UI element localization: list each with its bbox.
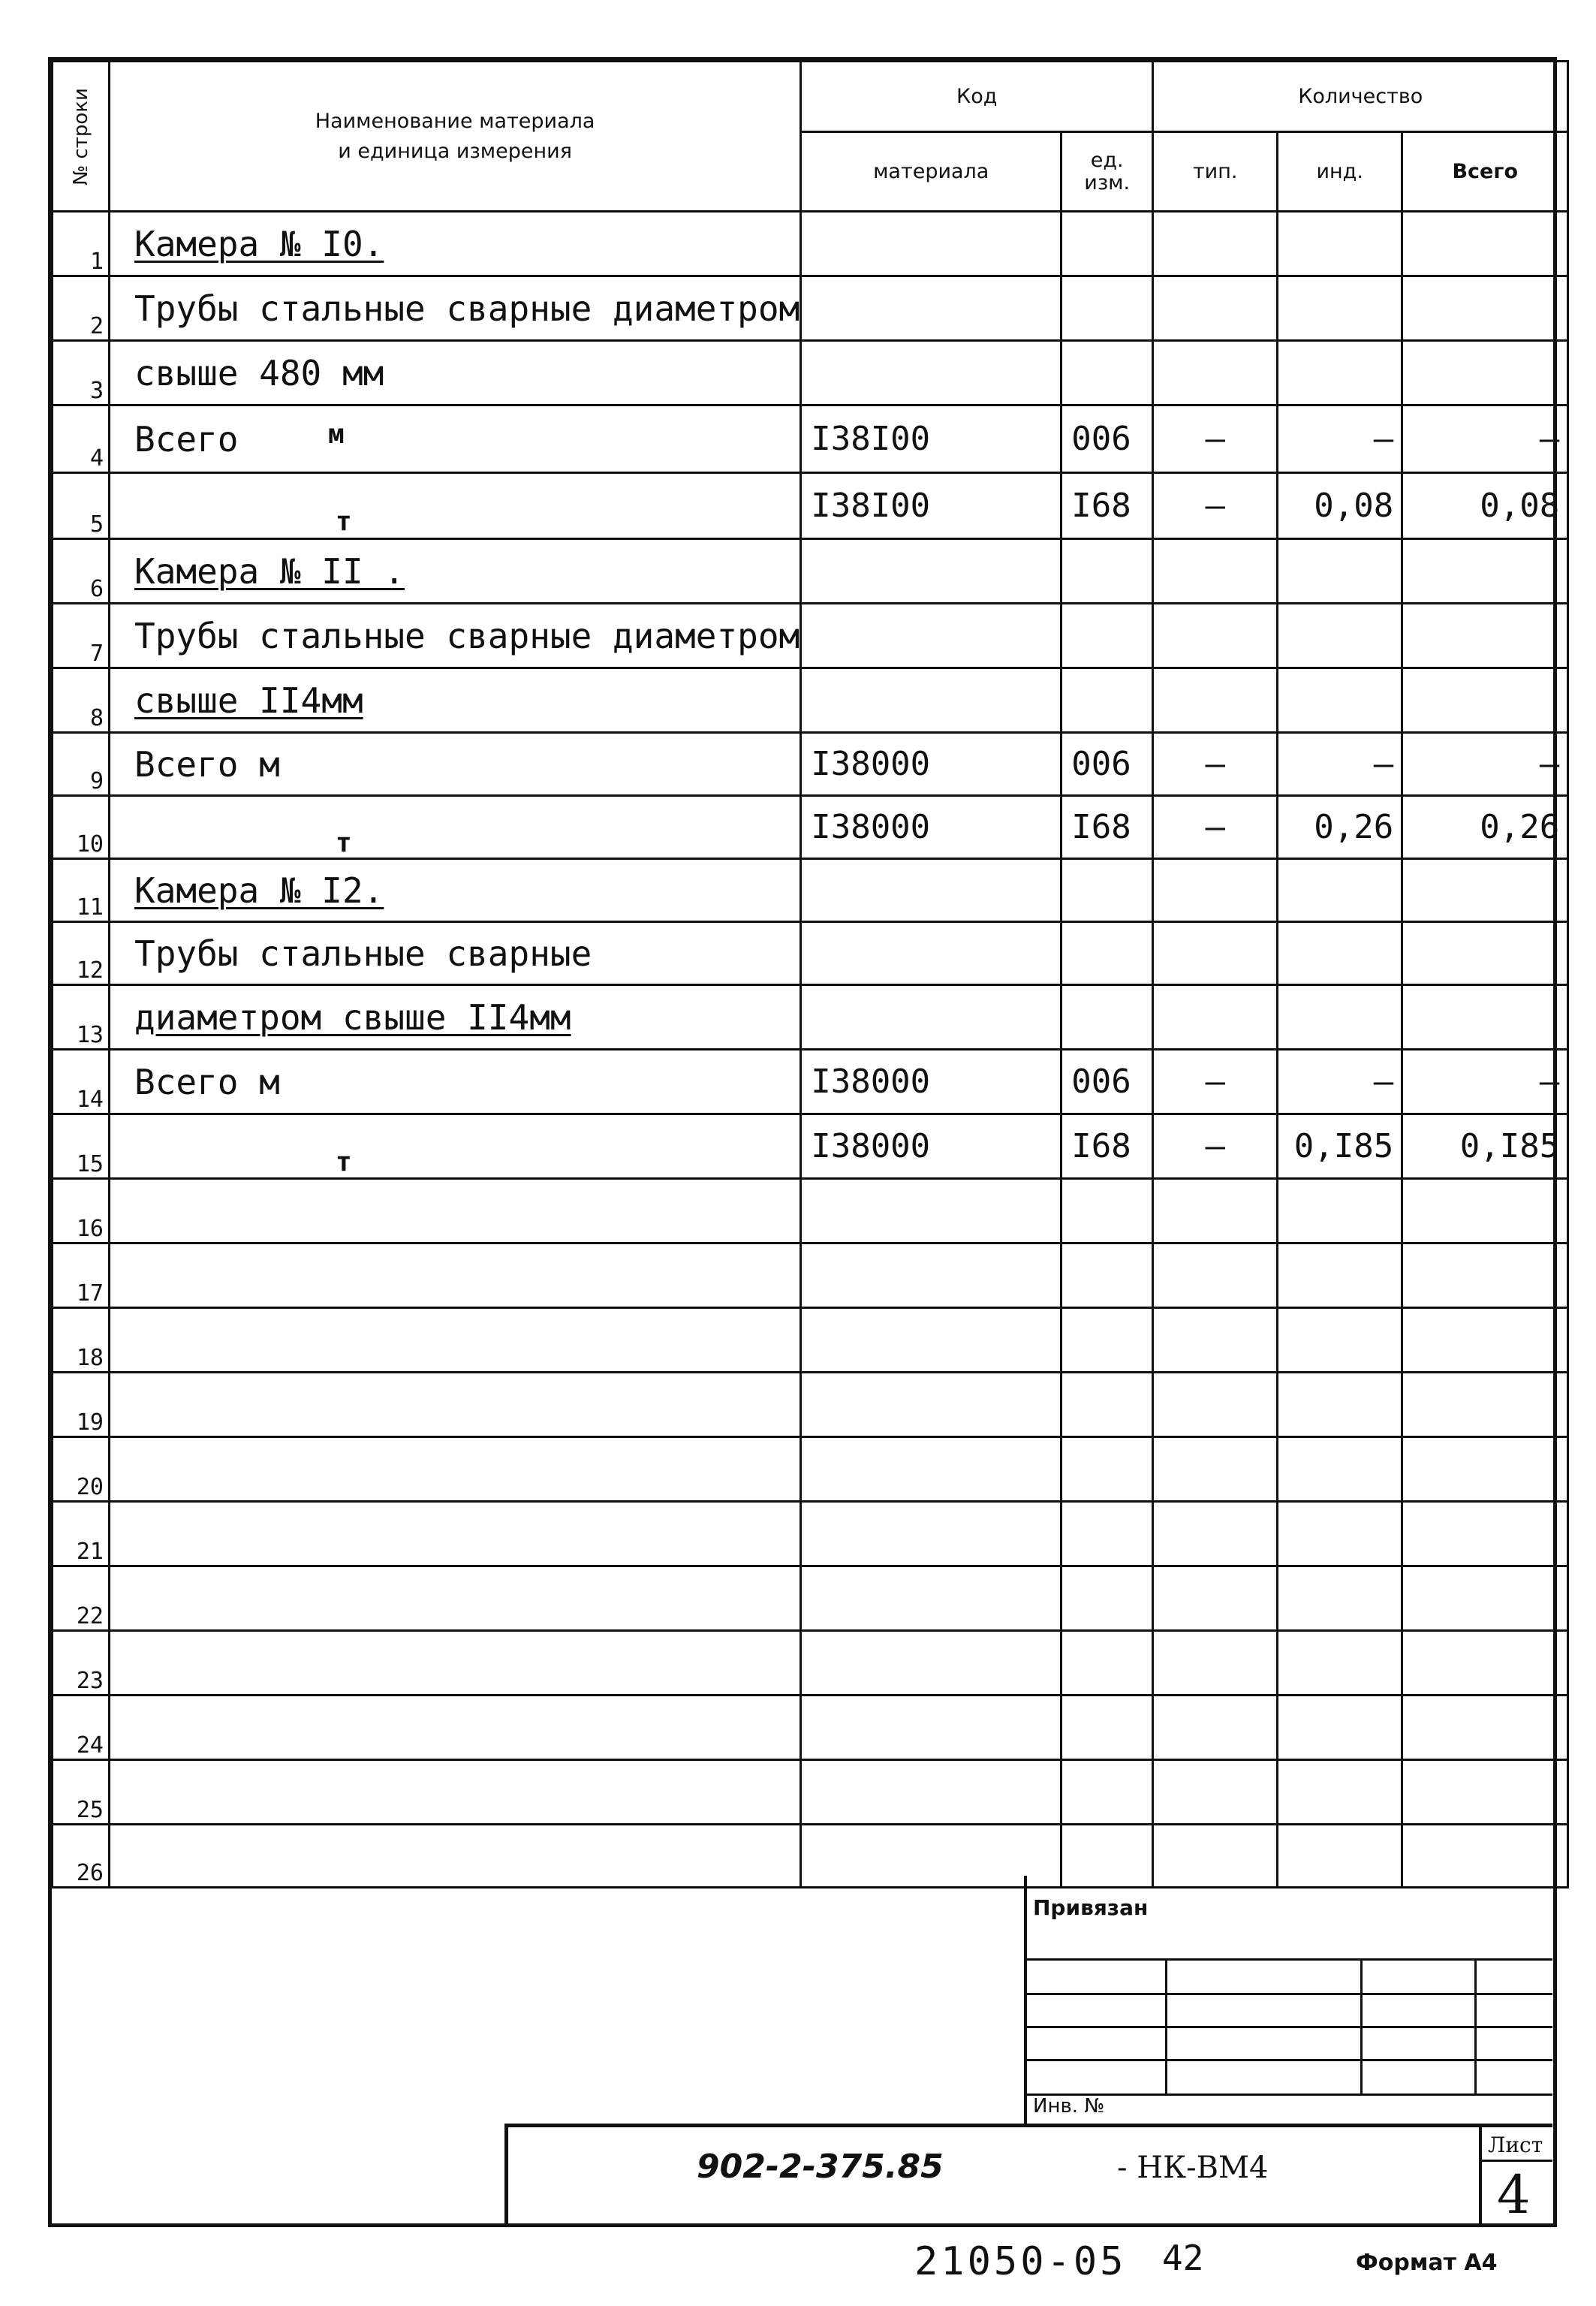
qty-individual	[1278, 1760, 1402, 1825]
table-row	[53, 1050, 1568, 1114]
table-row	[53, 733, 1568, 796]
material-code	[801, 1179, 1061, 1243]
material-name	[110, 604, 801, 668]
material-name-text: Всего м	[134, 743, 280, 785]
material-code: I38000	[801, 1050, 1061, 1114]
qty-individual	[1278, 1308, 1402, 1373]
qty-total	[1402, 341, 1568, 405]
header-material-code: материала	[801, 132, 1061, 212]
table-row	[53, 1308, 1568, 1373]
row-number: 18	[53, 1308, 110, 1373]
row-number: 19	[53, 1373, 110, 1437]
material-name	[110, 1760, 801, 1825]
material-name-text: Камера № I0.	[134, 223, 384, 264]
material-code	[801, 985, 1061, 1050]
material-spec-table	[51, 60, 1569, 1889]
header-total: Всего	[1402, 132, 1568, 212]
table-row	[53, 539, 1568, 604]
qty-total	[1402, 604, 1568, 668]
table-row	[53, 1243, 1568, 1308]
header-row-number: № строки	[53, 62, 110, 212]
qty-total	[1402, 922, 1568, 985]
material-code	[801, 1502, 1061, 1566]
qty-individual	[1278, 859, 1402, 922]
material-name	[110, 1437, 801, 1502]
qty-typical: –	[1153, 1050, 1278, 1114]
material-name	[110, 668, 801, 733]
page-number: 42	[1162, 2238, 1204, 2278]
material-code	[801, 1437, 1061, 1502]
unit-code	[1061, 539, 1153, 604]
qty-individual	[1278, 212, 1402, 276]
material-name-text: Всего	[134, 418, 239, 460]
material-code	[801, 922, 1061, 985]
qty-total: 0,08	[1402, 473, 1568, 539]
material-name	[110, 1696, 801, 1760]
row-number: 17	[53, 1243, 110, 1308]
qty-individual	[1278, 922, 1402, 985]
row-number: 9	[53, 733, 110, 796]
table-row	[53, 473, 1568, 539]
qty-typical	[1153, 859, 1278, 922]
qty-total	[1402, 1696, 1568, 1760]
qty-individual	[1278, 1631, 1402, 1696]
qty-total	[1402, 985, 1568, 1050]
material-code	[801, 668, 1061, 733]
qty-total	[1402, 1502, 1568, 1566]
material-code: I38000	[801, 733, 1061, 796]
unit-code	[1061, 1179, 1153, 1243]
material-code	[801, 1566, 1061, 1631]
table-row	[53, 922, 1568, 985]
material-name	[110, 212, 801, 276]
material-name	[110, 1179, 801, 1243]
row-number: 16	[53, 1179, 110, 1243]
unit-code: 006	[1061, 405, 1153, 473]
unit-code	[1061, 1502, 1153, 1566]
material-name	[110, 859, 801, 922]
qty-typical	[1153, 276, 1278, 341]
table-row	[53, 341, 1568, 405]
qty-typical	[1153, 341, 1278, 405]
material-name	[110, 1308, 801, 1373]
material-name	[110, 922, 801, 985]
unit-code: I68	[1061, 796, 1153, 859]
qty-typical	[1153, 1696, 1278, 1760]
material-unit-text: т	[336, 827, 352, 858]
qty-individual	[1278, 1243, 1402, 1308]
material-code	[801, 1308, 1061, 1373]
material-code	[801, 859, 1061, 922]
material-name-text: свыше 480 мм	[134, 352, 384, 393]
row-number: 26	[53, 1825, 110, 1888]
material-code	[801, 341, 1061, 405]
row-number: 7	[53, 604, 110, 668]
unit-code	[1061, 276, 1153, 341]
qty-individual: 0,26	[1278, 796, 1402, 859]
table-row	[53, 1502, 1568, 1566]
table-row	[53, 1114, 1568, 1179]
row-number: 10	[53, 796, 110, 859]
unit-code	[1061, 1308, 1153, 1373]
qty-total	[1402, 1179, 1568, 1243]
material-code: I38000	[801, 1114, 1061, 1179]
material-name-text: Трубы стальные сварные диаметром	[134, 288, 800, 329]
qty-typical	[1153, 1437, 1278, 1502]
qty-typical	[1153, 985, 1278, 1050]
table-row	[53, 796, 1568, 859]
qty-typical	[1153, 922, 1278, 985]
material-name-text: Трубы стальные сварные	[134, 933, 592, 974]
material-name	[110, 1114, 801, 1179]
qty-individual	[1278, 1437, 1402, 1502]
material-name	[110, 539, 801, 604]
material-code: I38I00	[801, 473, 1061, 539]
row-number: 6	[53, 539, 110, 604]
table-row	[53, 1760, 1568, 1825]
table-row	[53, 1179, 1568, 1243]
qty-total	[1402, 668, 1568, 733]
row-number: 12	[53, 922, 110, 985]
qty-individual: 0,I85	[1278, 1114, 1402, 1179]
qty-individual: 0,08	[1278, 473, 1402, 539]
material-name-text: Камера № I2.	[134, 870, 384, 911]
unit-code: I68	[1061, 1114, 1153, 1179]
qty-total: –	[1402, 405, 1568, 473]
material-code	[801, 1760, 1061, 1825]
unit-code	[1061, 668, 1153, 733]
qty-total	[1402, 1566, 1568, 1631]
qty-individual: –	[1278, 405, 1402, 473]
material-name	[110, 276, 801, 341]
qty-typical	[1153, 1308, 1278, 1373]
row-number: 15	[53, 1114, 110, 1179]
unit-code	[1061, 604, 1153, 668]
material-code	[801, 212, 1061, 276]
unit-code	[1061, 859, 1153, 922]
qty-total: –	[1402, 1050, 1568, 1114]
material-unit-text: т	[336, 1146, 352, 1177]
qty-typical	[1153, 1566, 1278, 1631]
material-name	[110, 1631, 801, 1696]
document-suffix: - НК-ВМ4	[1117, 2151, 1269, 2185]
material-unit-text: т	[336, 505, 352, 537]
qty-typical	[1153, 604, 1278, 668]
qty-typical	[1153, 212, 1278, 276]
qty-total	[1402, 859, 1568, 922]
qty-individual	[1278, 539, 1402, 604]
qty-typical	[1153, 668, 1278, 733]
material-code: I38000	[801, 796, 1061, 859]
unit-code	[1061, 1696, 1153, 1760]
material-unit-text: м	[328, 418, 345, 450]
material-name	[110, 1243, 801, 1308]
header-unit: ед. изм.	[1061, 132, 1153, 212]
qty-typical	[1153, 1760, 1278, 1825]
header-individual: инд.	[1278, 132, 1402, 212]
qty-total	[1402, 1243, 1568, 1308]
row-number: 14	[53, 1050, 110, 1114]
material-name	[110, 473, 801, 539]
row-number: 5	[53, 473, 110, 539]
row-number: 22	[53, 1566, 110, 1631]
material-name-text: Всего м	[134, 1061, 280, 1102]
material-name	[110, 1566, 801, 1631]
table-row	[53, 859, 1568, 922]
unit-code	[1061, 1760, 1153, 1825]
qty-individual	[1278, 276, 1402, 341]
inventory-number-label: Инв. №	[1033, 2095, 1105, 2118]
qty-total: –	[1402, 733, 1568, 796]
unit-code	[1061, 1566, 1153, 1631]
qty-typical: –	[1153, 733, 1278, 796]
row-number: 25	[53, 1760, 110, 1825]
unit-code	[1061, 1631, 1153, 1696]
qty-individual	[1278, 1373, 1402, 1437]
material-name-text: диаметром свыше II4мм	[134, 996, 571, 1038]
header-name: Наименование материала и единица измерения	[110, 62, 801, 212]
qty-individual	[1278, 604, 1402, 668]
table-row	[53, 1373, 1568, 1437]
material-code	[801, 604, 1061, 668]
table-row	[53, 405, 1568, 473]
row-number: 2	[53, 276, 110, 341]
header-code: Код	[801, 62, 1153, 132]
qty-total	[1402, 1373, 1568, 1437]
document-code: 902-2-375.85	[697, 2148, 944, 2186]
qty-typical	[1153, 1631, 1278, 1696]
archive-number: 21050-05	[914, 2239, 1127, 2284]
row-number: 11	[53, 859, 110, 922]
sheet-number: 4	[1497, 2164, 1531, 2226]
qty-individual	[1278, 1502, 1402, 1566]
material-code	[801, 1243, 1061, 1308]
row-number: 3	[53, 341, 110, 405]
unit-code	[1061, 212, 1153, 276]
material-name	[110, 796, 801, 859]
unit-code	[1061, 1243, 1153, 1308]
unit-code	[1061, 1437, 1153, 1502]
table-row	[53, 212, 1568, 276]
material-code	[801, 276, 1061, 341]
attached-label: Привязан	[1033, 1895, 1149, 1920]
material-name	[110, 733, 801, 796]
row-number: 13	[53, 985, 110, 1050]
qty-typical	[1153, 1373, 1278, 1437]
qty-individual	[1278, 668, 1402, 733]
row-number: 24	[53, 1696, 110, 1760]
unit-code	[1061, 341, 1153, 405]
unit-code	[1061, 985, 1153, 1050]
material-name-text: Камера № II .	[134, 550, 405, 592]
qty-total	[1402, 539, 1568, 604]
table-row	[53, 1437, 1568, 1502]
qty-total	[1402, 212, 1568, 276]
table-row	[53, 604, 1568, 668]
qty-individual	[1278, 1179, 1402, 1243]
qty-typical	[1153, 1502, 1278, 1566]
material-name	[110, 1373, 801, 1437]
row-number: 8	[53, 668, 110, 733]
qty-typical: –	[1153, 405, 1278, 473]
qty-typical: –	[1153, 796, 1278, 859]
material-code: I38I00	[801, 405, 1061, 473]
material-name-text: Трубы стальные сварные диаметром	[134, 615, 800, 656]
qty-total: 0,I85	[1402, 1114, 1568, 1179]
qty-total: 0,26	[1402, 796, 1568, 859]
material-name-text: свыше II4мм	[134, 680, 363, 721]
qty-typical: –	[1153, 473, 1278, 539]
qty-individual: –	[1278, 733, 1402, 796]
sheet-label: Лист	[1488, 2133, 1543, 2157]
table-row	[53, 1566, 1568, 1631]
material-name	[110, 985, 801, 1050]
qty-total	[1402, 1631, 1568, 1696]
qty-typical	[1153, 1243, 1278, 1308]
unit-code	[1061, 922, 1153, 985]
row-number: 20	[53, 1437, 110, 1502]
table-row	[53, 668, 1568, 733]
row-number: 23	[53, 1631, 110, 1696]
qty-total	[1402, 1760, 1568, 1825]
table-row	[53, 985, 1568, 1050]
material-name	[110, 405, 801, 473]
header-typical: тип.	[1153, 132, 1278, 212]
qty-total	[1402, 1437, 1568, 1502]
qty-typical: –	[1153, 1114, 1278, 1179]
qty-individual: –	[1278, 1050, 1402, 1114]
unit-code: 006	[1061, 733, 1153, 796]
table-row	[53, 1696, 1568, 1760]
row-number: 1	[53, 212, 110, 276]
header-quantity: Количество	[1153, 62, 1568, 132]
unit-code: I68	[1061, 473, 1153, 539]
format-label: Формат А4	[1356, 2250, 1498, 2276]
material-name	[110, 341, 801, 405]
material-name	[110, 1050, 801, 1114]
qty-total	[1402, 276, 1568, 341]
material-code	[801, 1696, 1061, 1760]
unit-code	[1061, 1373, 1153, 1437]
qty-individual	[1278, 1566, 1402, 1631]
title-block	[51, 1876, 1552, 2224]
material-code	[801, 1373, 1061, 1437]
row-number: 4	[53, 405, 110, 473]
qty-typical	[1153, 1179, 1278, 1243]
material-code	[801, 1631, 1061, 1696]
qty-individual	[1278, 1696, 1402, 1760]
unit-code: 006	[1061, 1050, 1153, 1114]
qty-individual	[1278, 985, 1402, 1050]
material-code	[801, 539, 1061, 604]
table-row	[53, 1631, 1568, 1696]
table-row	[53, 276, 1568, 341]
material-name	[110, 1502, 801, 1566]
qty-typical	[1153, 539, 1278, 604]
qty-total	[1402, 1308, 1568, 1373]
row-number: 21	[53, 1502, 110, 1566]
qty-individual	[1278, 341, 1402, 405]
